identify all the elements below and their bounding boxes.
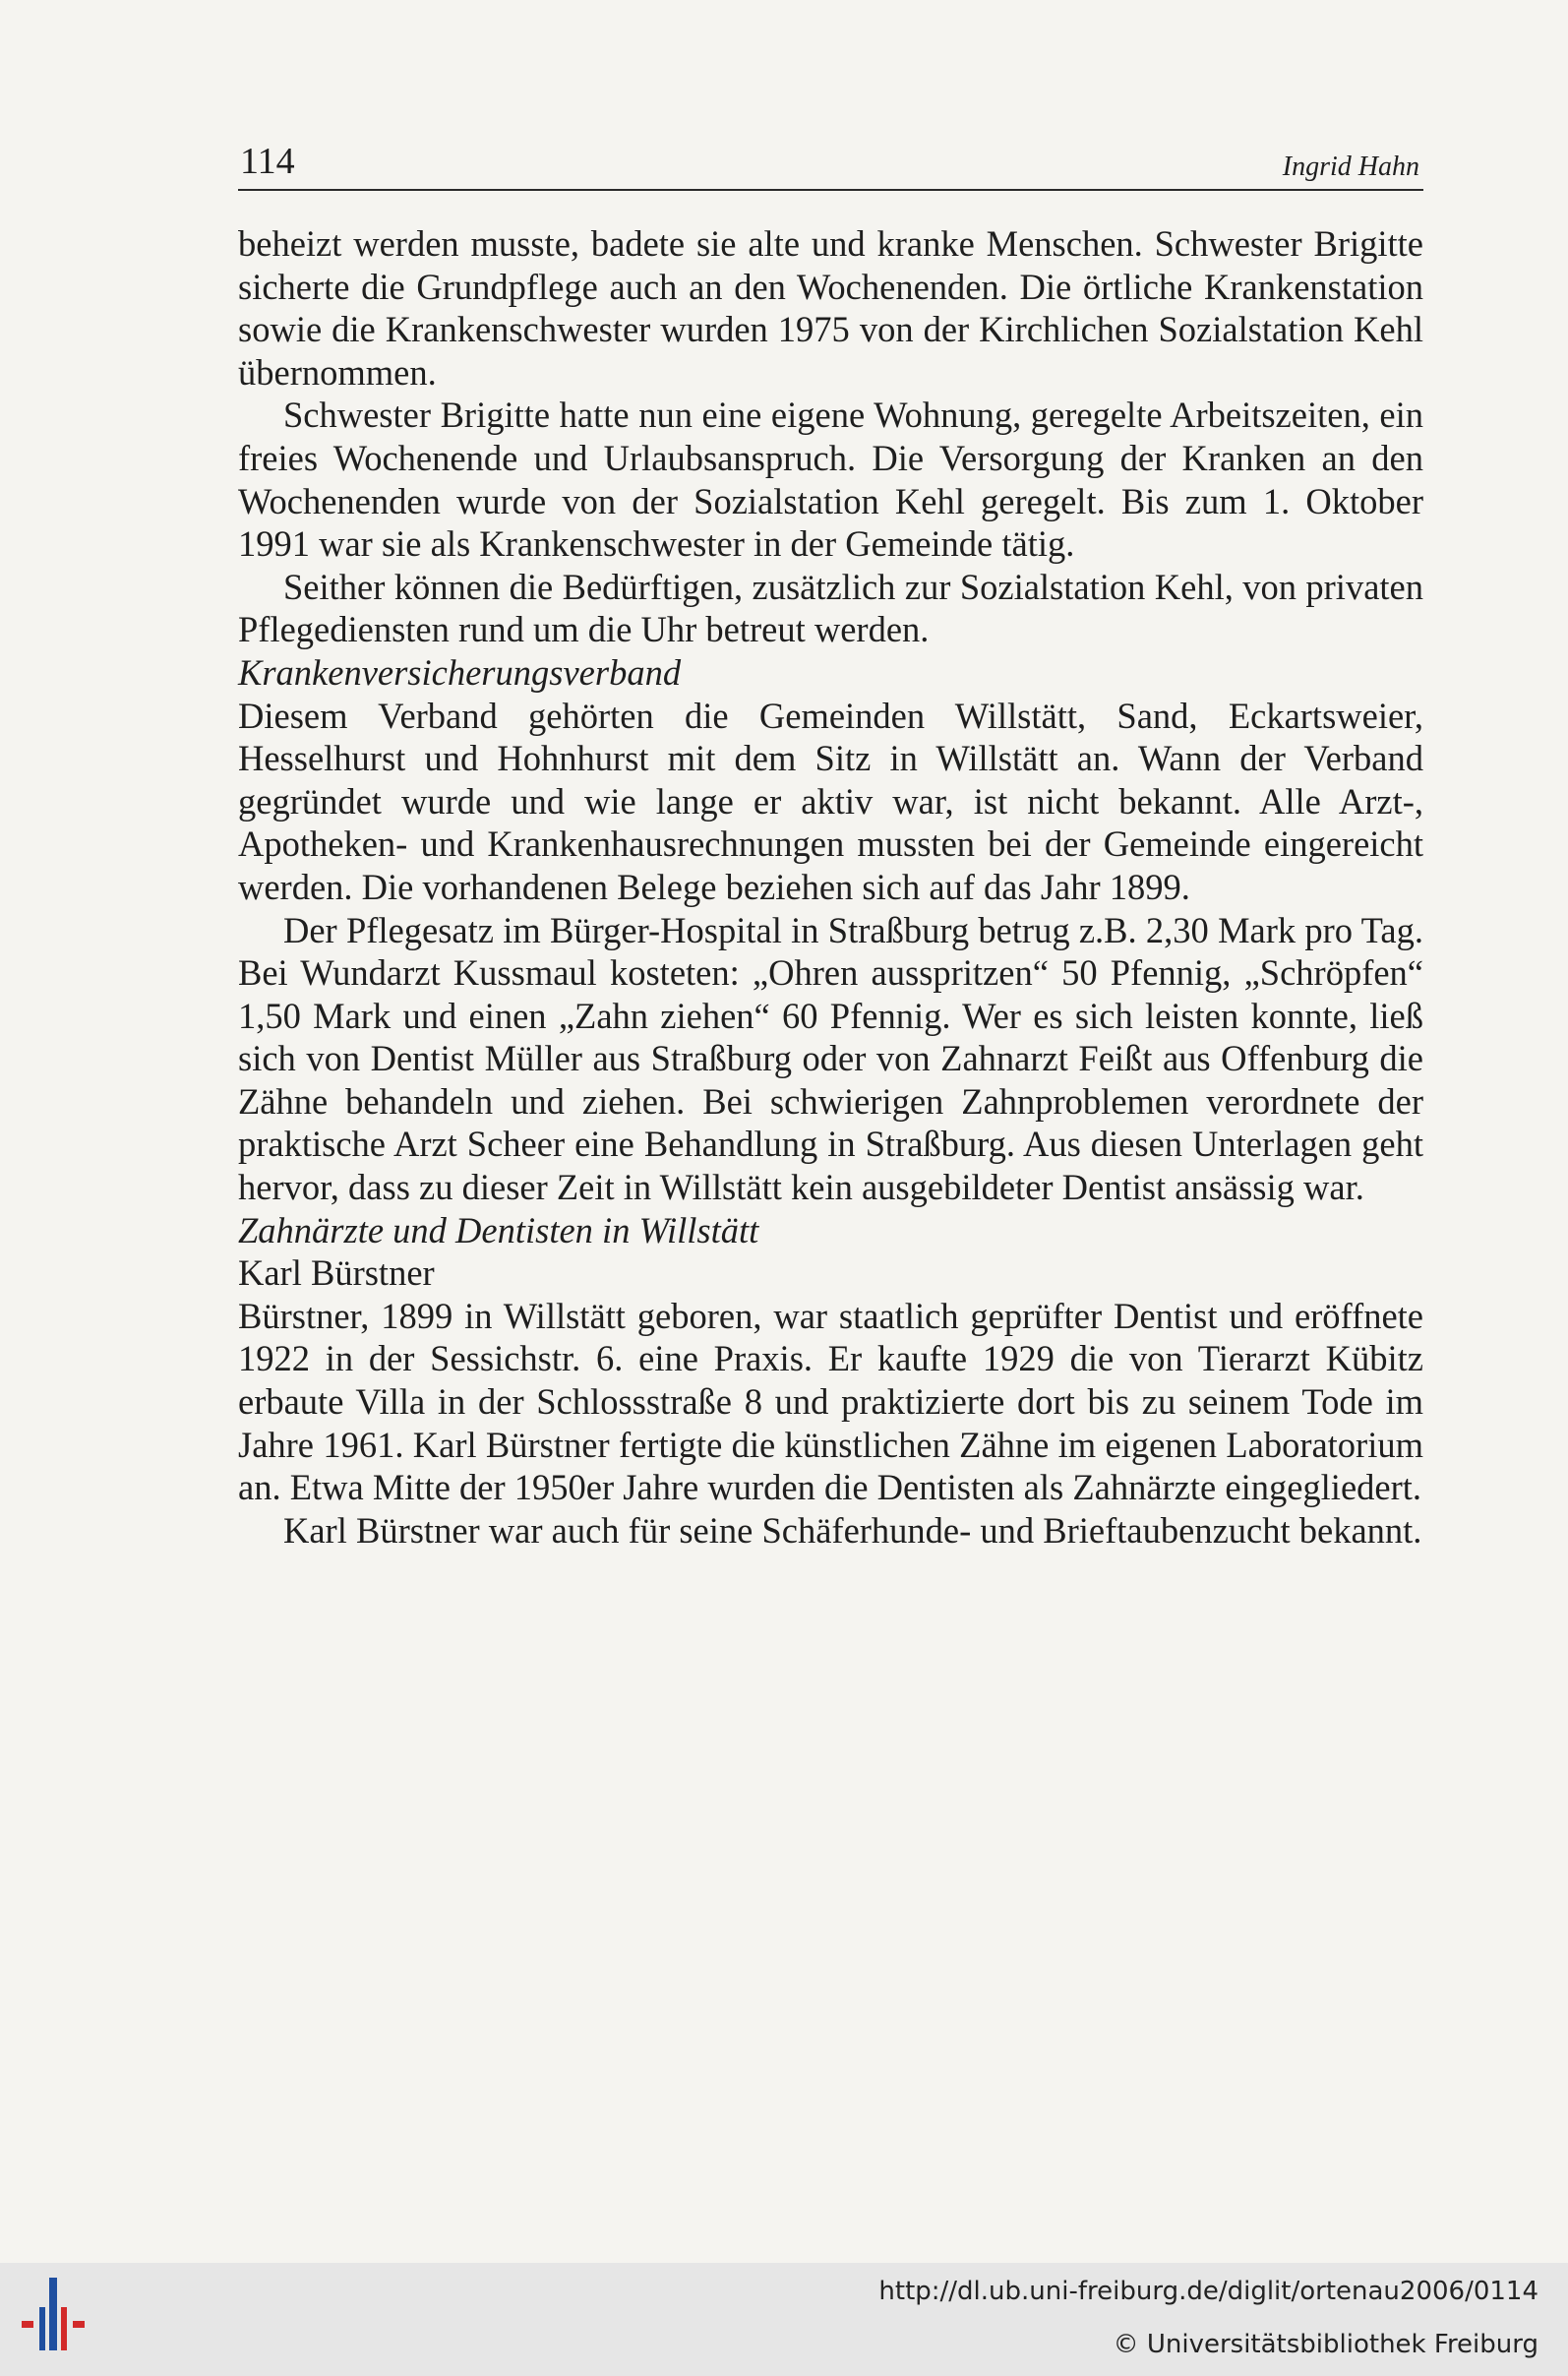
page-number: 114 — [240, 141, 295, 182]
section-heading: Krankenversicherungsverband — [238, 651, 682, 693]
library-logo-icon — [18, 2274, 106, 2358]
paragraph: Diesem Verband gehörten die Gemeinden Willstätt, Sand, Eckartsweier, Hesselhurst und Hohnhurst mit dem Sitz in Willstätt an. Wann der Verband gegründet wurde und wie lange er aktiv war, ist nicht bekannt. Alle Arzt-, Apotheken- und Krankenhausrechnungen mussten bei der Gemeinde eingereicht werden. Die vorhandenen Belege beziehen sich auf das Jahr 1899. — [238, 695, 1423, 907]
section-heading: Zahnärzte und Dentisten in Willstätt — [238, 1209, 759, 1250]
paragraph: Der Pflegesatz im Bürger-Hospital in Straßburg betrug z.B. 2,30 Mark pro Tag. Bei Wundarzt Kussmaul kosteten: „Ohren ausspritzen“ 50 Pfennig, „Schröpfen“ 1,50 Mark und einen „Zahn ziehen“ 60 Pfennig. Wer es sich leisten konnte, ließ sich von Dentist Müller aus Straßburg oder von Zahnarzt Feißt aus Offenburg die Zähne behandeln und ziehen. Bei schwierigen Zahnproblemen verordnete der praktische Arzt Scheer eine Behandlung in Straßburg. Aus diesen Unterlagen geht hervor, dass zu dieser Zeit in Willstätt kein ausgebildeter Dentist ansässig war. — [238, 909, 1423, 1208]
paragraph: beheizt werden musste, badete sie alte und kranke Menschen. Schwester Brigitte sicherte die Grundpflege auch an den Wochenenden. Die örtliche Krankenstation sowie die Krankenschwester wurden 1975 von der Kirchlichen Sozialstation Kehl übernommen. — [238, 223, 1423, 393]
paragraph: Seither können die Bedürftigen, zusätzlich zur Sozialstation Kehl, von privaten Pflegediensten rund um die Uhr betreut werden. — [238, 566, 1423, 650]
body-text — [238, 222, 1423, 1552]
source-url-link[interactable]: http://dl.ub.uni-freiburg.de/diglit/ortenau2006/0114 — [878, 2277, 1538, 2306]
paragraph: Bürstner, 1899 in Willstätt geboren, war staatlich geprüfter Dentist und eröffnete 1922 in der Sessichstr. 6. eine Praxis. Er kaufte 1929 die von Tierarzt Kübitz erbaute Villa in der Schlossstraße 8 und praktizierte dort bis zu seinem Tode im Jahre 1961. Karl Bürstner fertigte die künstlichen Zähne im eigenen Laboratorium an. Etwa Mitte der 1950er Jahre wurden die Dentisten als Zahnärzte eingegliedert. — [238, 1295, 1423, 1508]
running-head: Ingrid Hahn — [1282, 152, 1419, 182]
person-heading: Karl Bürstner — [238, 1252, 435, 1294]
copyright-notice: © Universitätsbibliothek Freiburg — [1113, 2330, 1538, 2359]
paragraph: Schwester Brigitte hatte nun eine eigene Wohnung, geregelte Arbeitszeiten, ein freies Wochenende und Urlaubsanspruch. Die Versorgung der Kranken an den Wochenenden wurde von der Sozialstation Kehl geregelt. Bis zum 1. Oktober 1991 war sie als Krankenschwester in der Gemeinde tätig. — [238, 395, 1423, 565]
page-header — [238, 138, 1423, 191]
paragraph: Karl Bürstner war auch für seine Schäferhunde- und Brieftaubenzucht bekannt. — [283, 1509, 1422, 1551]
